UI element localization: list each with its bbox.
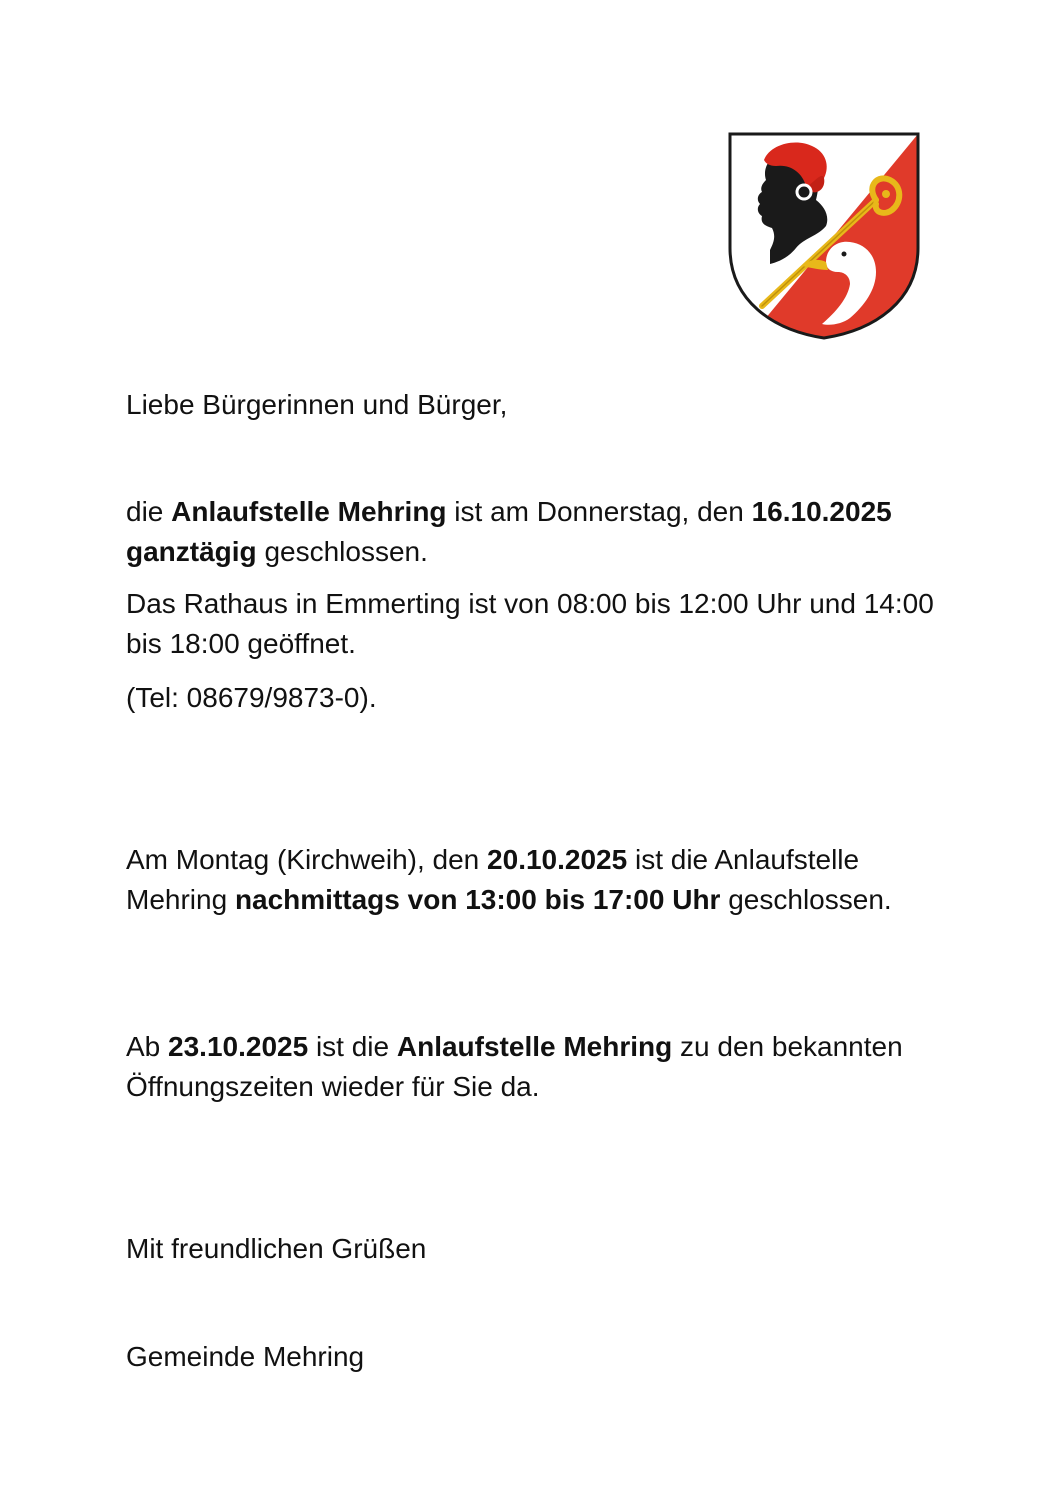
text-span: ist am Donnerstag, den	[446, 496, 752, 527]
closing-phrase: Mit freundlichen Grüßen	[126, 1233, 427, 1264]
text-span: die	[126, 496, 172, 527]
text-span: ist die Anlaufstelle Mehring	[126, 844, 860, 915]
text-span: zu den bekannten Öffnungszeiten wieder für Sie da.	[126, 1031, 903, 1102]
greeting: Liebe Bürgerinnen und Bürger,	[126, 389, 508, 420]
text-span: ist die	[308, 1031, 397, 1062]
paragraph-town-hall-hours: Das Rathaus in Emmerting ist von 08:00 bis 12:00 Uhr und 14:00 bis 18:00 geöffnet.	[126, 588, 934, 659]
text-span: geschlossen.	[720, 884, 892, 915]
bold-date: 23.10.2025	[168, 1031, 309, 1062]
text-span: geschlossen.	[256, 536, 428, 567]
paragraph-closure-monday	[126, 840, 946, 920]
paragraph-closure-thursday	[126, 492, 946, 572]
text-span: Am Montag (Kirchweih), den	[126, 844, 488, 875]
bold-time-range: nachmittags von 13:00 bis 17:00 Uhr	[234, 884, 721, 915]
bold-date: 16.10.2025 ganztägig	[126, 496, 892, 567]
text-span: Ab	[126, 1031, 169, 1062]
signature: Gemeinde Mehring	[126, 1341, 365, 1372]
paragraph-reopening	[126, 1027, 946, 1107]
bold-office-name: Anlaufstelle Mehring	[396, 1031, 673, 1062]
bold-date: 20.10.2025	[487, 844, 628, 875]
bold-office-name: Anlaufstelle Mehring	[171, 496, 447, 527]
coat-of-arms-icon	[726, 130, 922, 342]
paragraph-phone: (Tel: 08679/9873-0).	[126, 682, 377, 713]
